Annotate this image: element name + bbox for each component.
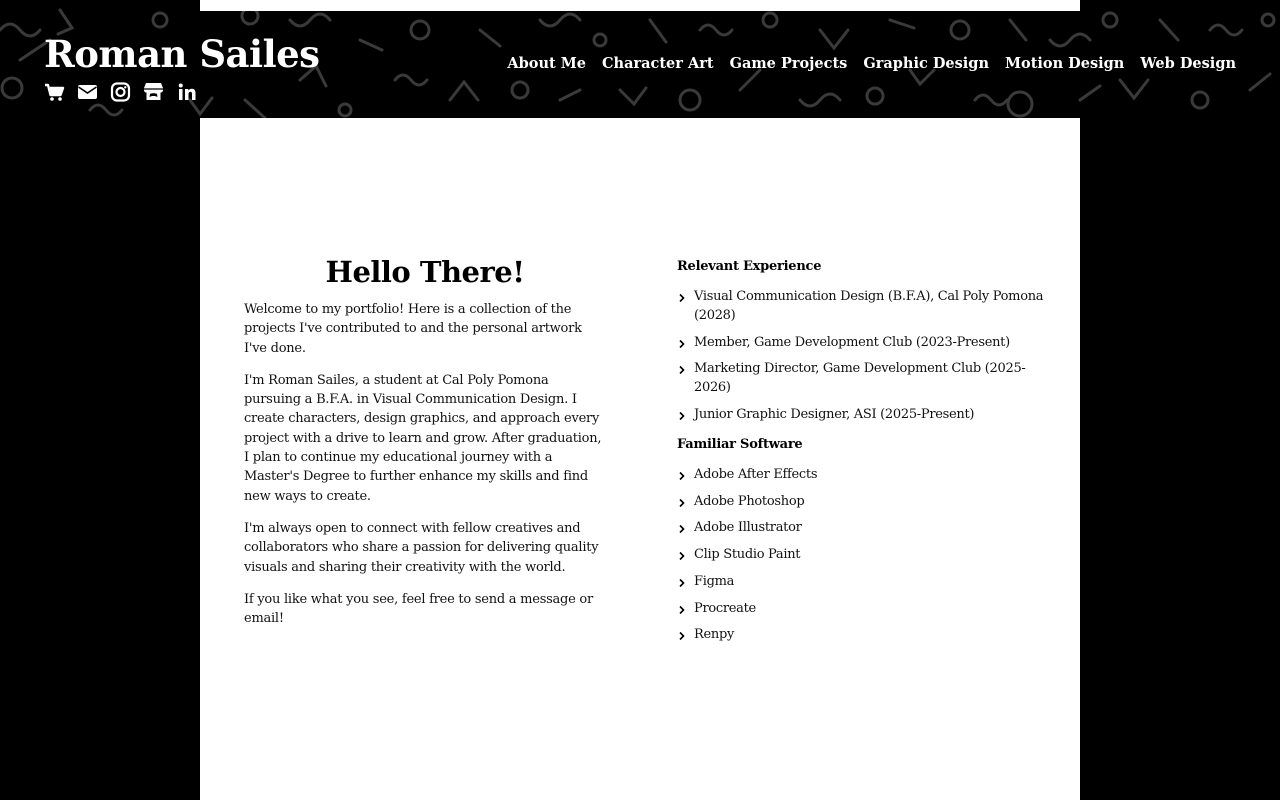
site-title[interactable]: Roman Sailes	[44, 32, 320, 76]
list-item: Adobe Photoshop	[677, 492, 1047, 511]
chevron-right-icon	[678, 519, 686, 538]
intro-paragraph: Welcome to my portfolio! Here is a collection of the projects I've contributed to and the personal artwork I've done.	[244, 302, 582, 356]
list-item: Procreate	[677, 599, 1047, 618]
chevron-right-icon	[678, 546, 686, 565]
nav-about-me[interactable]: About Me	[507, 55, 587, 72]
intro-heading: Hello There!	[325, 255, 525, 289]
nav-web-design[interactable]: Web Design	[1140, 55, 1236, 72]
chevron-right-icon	[678, 573, 686, 592]
itch-io-icon[interactable]	[143, 82, 164, 102]
social-links	[44, 82, 197, 102]
chevron-right-icon	[678, 288, 686, 307]
chevron-right-icon	[678, 334, 686, 353]
intro-paragraph: If you like what you see, feel free to send a message or email!	[244, 591, 593, 627]
list-item: Adobe Illustrator	[677, 518, 1047, 537]
list-item: Renpy	[677, 625, 1047, 644]
instagram-icon[interactable]	[110, 82, 131, 102]
content-panel	[200, 118, 1080, 800]
intro-column	[244, 254, 606, 628]
list-item: Member, Game Development Club (2023-Present)	[677, 333, 1047, 352]
experience-list	[677, 287, 1047, 424]
nav-motion-design[interactable]: Motion Design	[1004, 55, 1125, 72]
intro-paragraph: I'm always open to connect with fellow creatives and collaborators who share a passion for delivering quality visuals and sharing their creativity with the world.	[244, 520, 599, 575]
site-header	[0, 0, 1280, 118]
chevron-right-icon	[678, 600, 686, 619]
list-item: Visual Communication Design (B.F.A), Cal Poly Pomona (2028)	[677, 287, 1047, 325]
software-heading: Familiar Software	[677, 437, 803, 453]
cart-icon[interactable]	[44, 82, 65, 102]
chevron-right-icon	[678, 360, 686, 379]
linkedin-icon[interactable]	[176, 82, 197, 102]
email-icon[interactable]	[77, 82, 98, 102]
list-item: Clip Studio Paint	[677, 545, 1047, 564]
list-item: Marketing Director, Game Development Club (2025-2026)	[677, 359, 1047, 397]
list-item: Adobe After Effects	[677, 465, 1047, 484]
nav-game-projects[interactable]: Game Projects	[729, 55, 848, 72]
chevron-right-icon	[678, 406, 686, 425]
main-nav	[491, 54, 1236, 74]
chevron-right-icon	[678, 466, 686, 485]
intro-paragraph: I'm Roman Sailes, a student at Cal Poly Pomona pursuing a B.F.A. in Visual Communication Design. I create characters, design graphics, and approach every project with a drive to learn and grow. After graduation, I plan to continue my educational journey with a Master's Degree to further enhance my skills and find new ways to create.	[244, 372, 602, 504]
nav-graphic-design[interactable]: Graphic Design	[863, 55, 989, 72]
list-item: Figma	[677, 572, 1047, 591]
experience-heading: Relevant Experience	[677, 259, 822, 274]
software-list	[677, 465, 1047, 644]
resume-column	[677, 257, 1047, 655]
chevron-right-icon	[678, 493, 686, 512]
top-strip	[200, 0, 1080, 11]
nav-character-art[interactable]: Character Art	[602, 55, 714, 72]
chevron-right-icon	[678, 626, 686, 645]
list-item: Junior Graphic Designer, ASI (2025-Present)	[677, 405, 1047, 424]
